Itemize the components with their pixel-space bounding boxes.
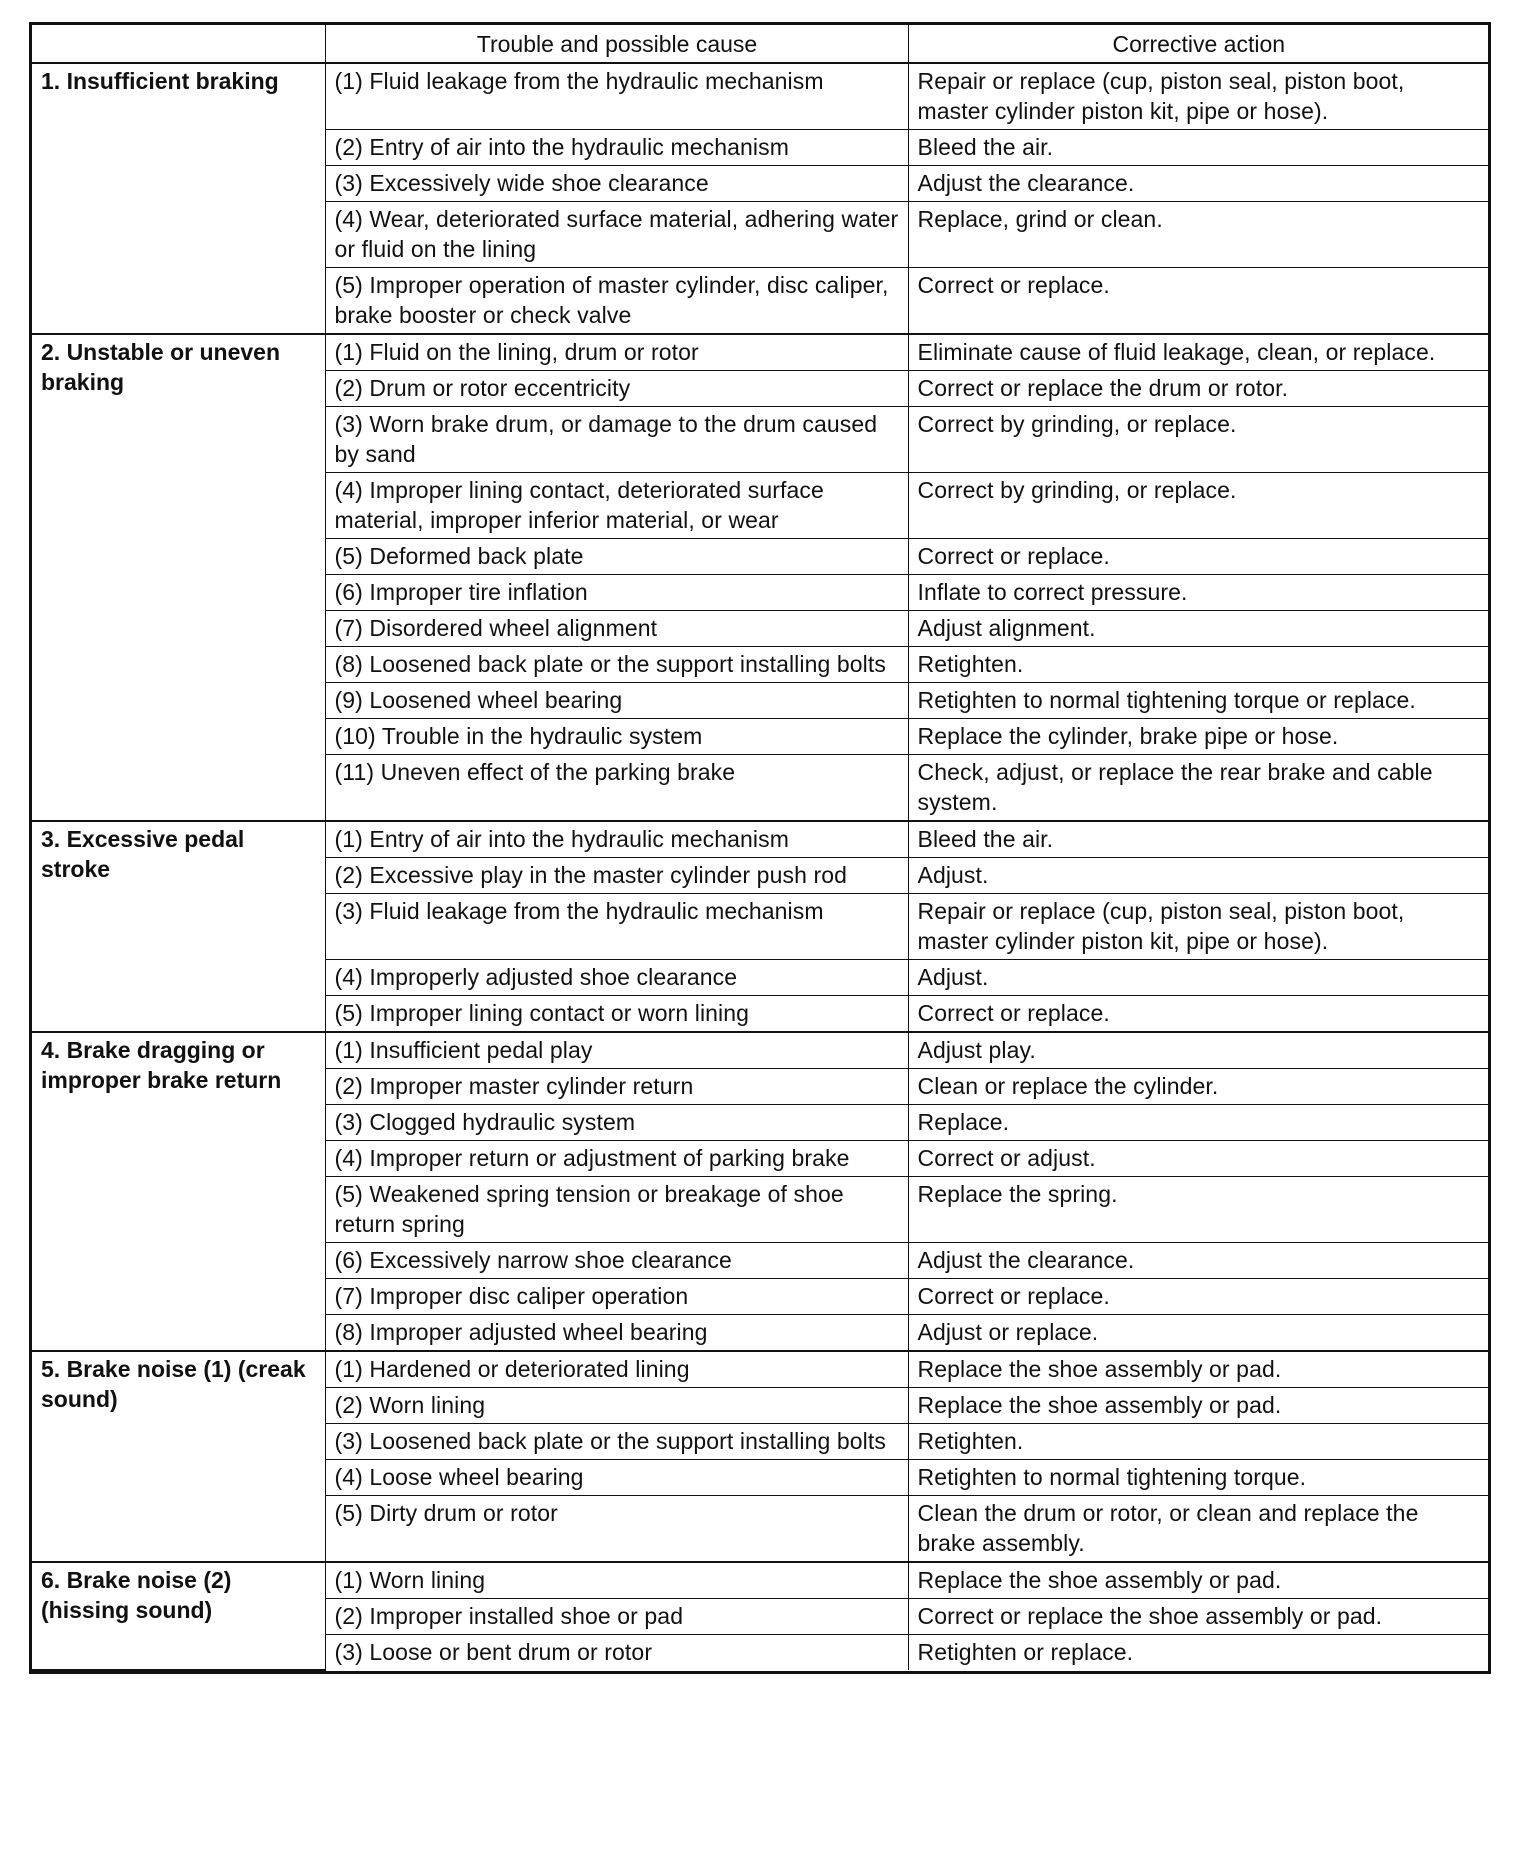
corrective-action-cell: Correct or adjust. [908, 1141, 1488, 1177]
corrective-action-cell: Correct or replace. [908, 1279, 1488, 1315]
trouble-cause-cell: (4) Improper lining contact, deteriorated surface material, improper inferior material, or wear [325, 473, 908, 539]
trouble-cause-cell: (1) Insufficient pedal play [325, 1032, 908, 1069]
trouble-cause-cell: (1) Hardened or deteriorated lining [325, 1351, 908, 1388]
corrective-action-cell: Adjust. [908, 960, 1488, 996]
corrective-action-cell: Inflate to correct pressure. [908, 575, 1488, 611]
trouble-cause-cell: (5) Deformed back plate [325, 539, 908, 575]
corrective-action-cell: Adjust the clearance. [908, 1243, 1488, 1279]
corrective-action-cell: Replace the shoe assembly or pad. [908, 1562, 1488, 1599]
table-row [32, 1032, 1488, 1069]
trouble-cause-cell: (2) Worn lining [325, 1388, 908, 1424]
table-row [32, 1562, 1488, 1599]
corrective-action-cell: Replace, grind or clean. [908, 202, 1488, 268]
corrective-action-cell: Adjust the clearance. [908, 166, 1488, 202]
troubleshooting-table [32, 25, 1488, 1671]
trouble-cause-cell: (5) Dirty drum or rotor [325, 1496, 908, 1563]
corrective-action-cell: Repair or replace (cup, piston seal, piston boot, master cylinder piston kit, pipe or hose). [908, 63, 1488, 130]
corrective-action-cell: Bleed the air. [908, 130, 1488, 166]
corrective-action-cell: Clean or replace the cylinder. [908, 1069, 1488, 1105]
trouble-cause-cell: (2) Improper master cylinder return [325, 1069, 908, 1105]
corrective-action-cell: Replace the cylinder, brake pipe or hose. [908, 719, 1488, 755]
trouble-cause-cell: (6) Excessively narrow shoe clearance [325, 1243, 908, 1279]
corrective-action-cell: Check, adjust, or replace the rear brake and cable system. [908, 755, 1488, 822]
trouble-cause-cell: (11) Uneven effect of the parking brake [325, 755, 908, 822]
symptom-category: 5. Brake noise (1) (creak sound) [32, 1351, 325, 1562]
trouble-cause-cell: (2) Drum or rotor eccentricity [325, 371, 908, 407]
corrective-action-cell: Correct or replace. [908, 268, 1488, 335]
trouble-cause-cell: (1) Worn lining [325, 1562, 908, 1599]
symptom-category: 6. Brake noise (2) (hissing sound) [32, 1562, 325, 1670]
table-body [32, 63, 1488, 1670]
trouble-cause-cell: (3) Worn brake drum, or damage to the drum caused by sand [325, 407, 908, 473]
corrective-action-cell: Correct or replace. [908, 996, 1488, 1033]
corrective-action-cell: Adjust play. [908, 1032, 1488, 1069]
corrective-action-cell: Replace the spring. [908, 1177, 1488, 1243]
trouble-cause-cell: (4) Improper return or adjustment of parking brake [325, 1141, 908, 1177]
trouble-cause-cell: (7) Improper disc caliper operation [325, 1279, 908, 1315]
corrective-action-cell: Correct by grinding, or replace. [908, 407, 1488, 473]
trouble-cause-cell: (3) Clogged hydraulic system [325, 1105, 908, 1141]
corrective-action-cell: Bleed the air. [908, 821, 1488, 858]
corrective-action-cell: Replace the shoe assembly or pad. [908, 1351, 1488, 1388]
table-row [32, 821, 1488, 858]
header-category [32, 25, 325, 63]
table-row [32, 1351, 1488, 1388]
trouble-cause-cell: (5) Improper lining contact or worn lining [325, 996, 908, 1033]
header-trouble-cause: Trouble and possible cause [325, 25, 908, 63]
troubleshooting-table-frame [29, 22, 1491, 1674]
trouble-cause-cell: (3) Loosened back plate or the support installing bolts [325, 1424, 908, 1460]
symptom-category: 1. Insufficient braking [32, 63, 325, 334]
symptom-category: 4. Brake dragging or improper brake return [32, 1032, 325, 1351]
corrective-action-cell: Clean the drum or rotor, or clean and replace the brake assembly. [908, 1496, 1488, 1563]
trouble-cause-cell: (4) Wear, deteriorated surface material, adhering water or fluid on the lining [325, 202, 908, 268]
trouble-cause-cell: (4) Improperly adjusted shoe clearance [325, 960, 908, 996]
trouble-cause-cell: (3) Fluid leakage from the hydraulic mechanism [325, 894, 908, 960]
trouble-cause-cell: (2) Entry of air into the hydraulic mechanism [325, 130, 908, 166]
trouble-cause-cell: (1) Fluid on the lining, drum or rotor [325, 334, 908, 371]
trouble-cause-cell: (3) Loose or bent drum or rotor [325, 1635, 908, 1671]
symptom-category: 2. Unstable or uneven braking [32, 334, 325, 821]
corrective-action-cell: Correct or replace the drum or rotor. [908, 371, 1488, 407]
trouble-cause-cell: (6) Improper tire inflation [325, 575, 908, 611]
corrective-action-cell: Retighten to normal tightening torque. [908, 1460, 1488, 1496]
header-corrective-action: Corrective action [908, 25, 1488, 63]
corrective-action-cell: Correct or replace. [908, 539, 1488, 575]
trouble-cause-cell: (1) Fluid leakage from the hydraulic mechanism [325, 63, 908, 130]
corrective-action-cell: Correct or replace the shoe assembly or pad. [908, 1599, 1488, 1635]
trouble-cause-cell: (2) Improper installed shoe or pad [325, 1599, 908, 1635]
trouble-cause-cell: (9) Loosened wheel bearing [325, 683, 908, 719]
corrective-action-cell: Retighten to normal tightening torque or replace. [908, 683, 1488, 719]
header-row [32, 25, 1488, 63]
corrective-action-cell: Replace. [908, 1105, 1488, 1141]
trouble-cause-cell: (2) Excessive play in the master cylinder push rod [325, 858, 908, 894]
corrective-action-cell: Adjust or replace. [908, 1315, 1488, 1352]
corrective-action-cell: Adjust alignment. [908, 611, 1488, 647]
corrective-action-cell: Repair or replace (cup, piston seal, piston boot, master cylinder piston kit, pipe or hose). [908, 894, 1488, 960]
corrective-action-cell: Adjust. [908, 858, 1488, 894]
corrective-action-cell: Retighten. [908, 1424, 1488, 1460]
symptom-category: 3. Excessive pedal stroke [32, 821, 325, 1032]
corrective-action-cell: Retighten or replace. [908, 1635, 1488, 1671]
table-header [32, 25, 1488, 63]
trouble-cause-cell: (8) Loosened back plate or the support installing bolts [325, 647, 908, 683]
table-row [32, 63, 1488, 130]
trouble-cause-cell: (8) Improper adjusted wheel bearing [325, 1315, 908, 1352]
trouble-cause-cell: (1) Entry of air into the hydraulic mechanism [325, 821, 908, 858]
trouble-cause-cell: (10) Trouble in the hydraulic system [325, 719, 908, 755]
trouble-cause-cell: (7) Disordered wheel alignment [325, 611, 908, 647]
corrective-action-cell: Eliminate cause of fluid leakage, clean, or replace. [908, 334, 1488, 371]
trouble-cause-cell: (5) Improper operation of master cylinder, disc caliper, brake booster or check valve [325, 268, 908, 335]
trouble-cause-cell: (5) Weakened spring tension or breakage of shoe return spring [325, 1177, 908, 1243]
table-row [32, 334, 1488, 371]
corrective-action-cell: Retighten. [908, 647, 1488, 683]
trouble-cause-cell: (4) Loose wheel bearing [325, 1460, 908, 1496]
corrective-action-cell: Replace the shoe assembly or pad. [908, 1388, 1488, 1424]
corrective-action-cell: Correct by grinding, or replace. [908, 473, 1488, 539]
trouble-cause-cell: (3) Excessively wide shoe clearance [325, 166, 908, 202]
